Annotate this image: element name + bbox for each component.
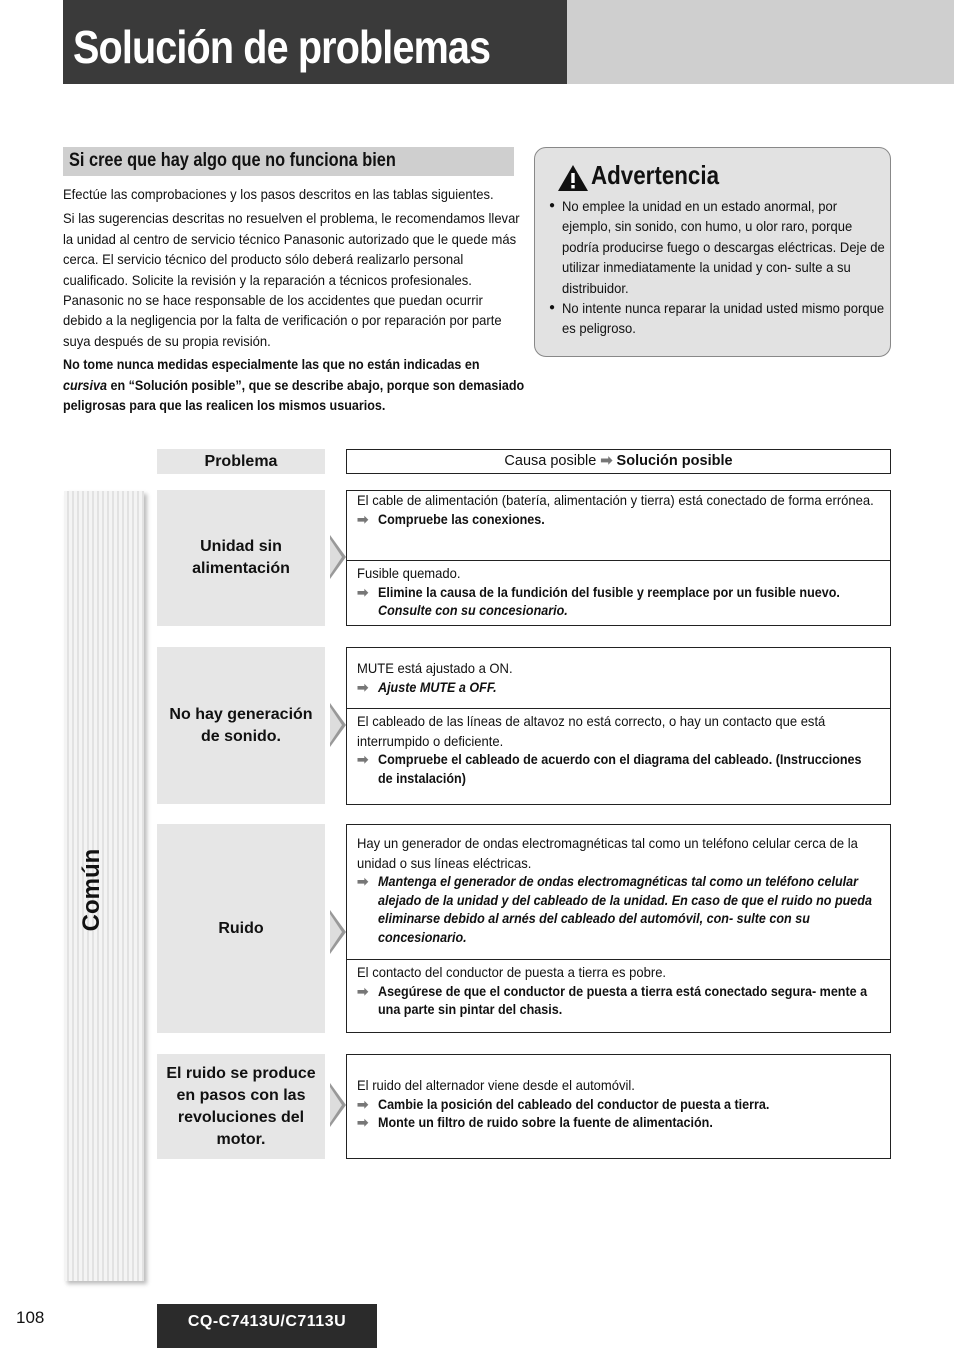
warning-list bbox=[549, 196, 887, 339]
arrow-right-icon: ➡ bbox=[357, 511, 369, 527]
fix-line bbox=[357, 584, 880, 621]
column-header-solution: Solución posible bbox=[616, 453, 733, 469]
fix-line bbox=[357, 751, 880, 788]
arrow-right-icon: ➡ bbox=[600, 453, 613, 469]
fix-text: Monte un filtro de ruido sobre la fuente de alimentación. bbox=[378, 1115, 713, 1131]
warning-item bbox=[549, 196, 887, 298]
problem-text: Unidad sin alimentación bbox=[192, 538, 290, 577]
intro-bold-b: en “Solución posible”, que se describe abajo, porque son demasiado peligrosas para que las realicen los mismos usuarios. bbox=[63, 377, 525, 414]
arrow-right-icon: ➡ bbox=[357, 983, 369, 999]
section-heading bbox=[63, 147, 514, 176]
warning-title: Advertencia bbox=[591, 160, 720, 190]
intro-bold-italic: cursiva bbox=[63, 377, 107, 393]
solution-entry bbox=[347, 648, 890, 708]
problem-text: El ruido se produce en pasos con las revoluciones del motor. bbox=[166, 1064, 316, 1148]
pointer-arrow-icon bbox=[330, 535, 346, 579]
fix-extra-text: Consulte con su concesionario. bbox=[378, 603, 568, 619]
fix-text: Compruebe el cableado de acuerdo con el diagrama del cableado. (Instrucciones de instalación) bbox=[378, 752, 862, 786]
intro-bold-a: No tome nunca medidas especialmente las que no están indicadas en bbox=[63, 357, 480, 373]
problem-cell bbox=[157, 1054, 325, 1159]
solution-entry bbox=[347, 560, 890, 621]
cause-text: Hay un generador de ondas electromagnéticas tal como un teléfono celular cerca de la unidad o sus líneas eléctricas. bbox=[357, 835, 858, 871]
fix-line bbox=[357, 1114, 880, 1133]
solution-entry bbox=[347, 491, 890, 560]
fix-text: Elimine la causa de la fundición del fusible y reemplace por un fusible nuevo. bbox=[378, 584, 840, 600]
fix-text: Cambie la posición del cableado del conductor de puesta a tierra. bbox=[378, 1096, 770, 1112]
fix-line bbox=[357, 1096, 880, 1115]
arrow-right-icon: ➡ bbox=[357, 1096, 369, 1112]
solution-entry bbox=[347, 708, 890, 788]
warning-item-text: ● No intente nunca reparar la unidad usted mismo porque es peligroso. bbox=[562, 300, 885, 337]
arrow-right-icon: ➡ bbox=[357, 584, 369, 600]
section-title: Si cree que hay algo que no funciona bien bbox=[69, 150, 396, 171]
warning-triangle-icon bbox=[557, 164, 589, 192]
solution-entry bbox=[347, 825, 890, 959]
fix-line bbox=[357, 873, 880, 948]
warning-box bbox=[534, 147, 891, 357]
solution-box bbox=[346, 1054, 891, 1159]
cause-text: El contacto del conductor de puesta a tierra es pobre. bbox=[357, 964, 667, 980]
page-title: Solución de problemas bbox=[73, 21, 491, 73]
problem-text: Ruido bbox=[218, 919, 264, 937]
intro-warning-paragraph bbox=[63, 355, 525, 416]
problem-cell bbox=[157, 490, 325, 626]
cause-text: El ruido del alternador viene desde el automóvil. bbox=[357, 1077, 635, 1093]
side-label bbox=[72, 850, 112, 930]
intro-paragraph-2: Si las sugerencias descritas no resuelven el problema, le recomendamos llevar la unidad al centro de servicio técnico Panasonic autorizado que le quede más cerca. El servicio técnico del producto sólo deberá realizarlo personal cualificado. Solicite la revisión y la reparación a técnicos profesionales. Panasonic no se hace responsable de los accidentes que puedan ocurrir debido a la negligencia por la falta de verificación o por reparación por parte suya después de su propia revisión. bbox=[63, 210, 520, 349]
fix-line bbox=[357, 511, 880, 530]
fix-text: Ajuste MUTE a OFF. bbox=[378, 679, 497, 695]
fix-text: Mantenga el generador de ondas electromagnéticas tal como un teléfono celular alejado de la unidad y del cableado de la unidad. En caso de que el ruido no pueda eliminarse debido al arnés del cableado del automóvil, con- sulte con su concesionario. bbox=[378, 874, 872, 946]
arrow-right-icon: ➡ bbox=[357, 679, 369, 695]
warning-item-text: ● No emplee la unidad en un estado anormal, por ejemplo, sin sonido, con humo, u olor raro, porque podría producirse fuego o descargas eléctricas. Deje de utilizar inmediatamente la unidad y con- sulte a su distribuidor. bbox=[562, 198, 885, 296]
pointer-arrow-icon bbox=[330, 1083, 346, 1127]
column-header-cause: Causa posible bbox=[504, 453, 597, 469]
arrow-right-icon: ➡ bbox=[357, 752, 369, 767]
fix-text: Asegúrese de que el conductor de puesta a tierra está conectado segura- mente a una parte sin pintar del chasis. bbox=[378, 983, 868, 1018]
solution-entry bbox=[347, 1055, 890, 1133]
pointer-arrow-icon bbox=[330, 703, 346, 747]
fix-line bbox=[357, 679, 880, 698]
problem-cell bbox=[157, 824, 325, 1033]
cause-text: El cableado de las líneas de altavoz no está correcto, o hay un contacto que está interrumpido o deficiente. bbox=[357, 713, 826, 749]
problem-cell bbox=[157, 647, 325, 804]
model-badge: CQ-C7413U/C7113U bbox=[157, 1304, 377, 1348]
fix-text: Compruebe las conexiones. bbox=[378, 511, 545, 527]
intro-paragraph-1: Efectúe las comprobaciones y los pasos descritos en las tablas siguientes. bbox=[63, 186, 494, 202]
side-label-text: Común bbox=[78, 848, 105, 932]
intro-text bbox=[63, 184, 523, 420]
pointer-arrow-icon bbox=[330, 910, 346, 954]
column-header-problem: Problema bbox=[157, 449, 325, 474]
cause-text: El cable de alimentación (batería, alimentación y tierra) está conectado de forma errónea. bbox=[357, 492, 874, 508]
solution-box bbox=[346, 647, 891, 805]
column-header-cause-solution bbox=[346, 449, 891, 474]
page-number: 108 bbox=[16, 1308, 45, 1327]
cause-text: Fusible quemado. bbox=[357, 565, 461, 581]
solution-box bbox=[346, 490, 891, 626]
cause-text: MUTE está ajustado a ON. bbox=[357, 660, 513, 676]
arrow-right-icon: ➡ bbox=[357, 874, 369, 889]
solution-entry bbox=[347, 959, 890, 1020]
problem-text: No hay generación de sonido. bbox=[169, 705, 313, 745]
fix-line bbox=[357, 983, 880, 1020]
solution-box bbox=[346, 824, 891, 1033]
arrow-right-icon: ➡ bbox=[357, 1115, 369, 1131]
warning-item bbox=[549, 298, 887, 339]
